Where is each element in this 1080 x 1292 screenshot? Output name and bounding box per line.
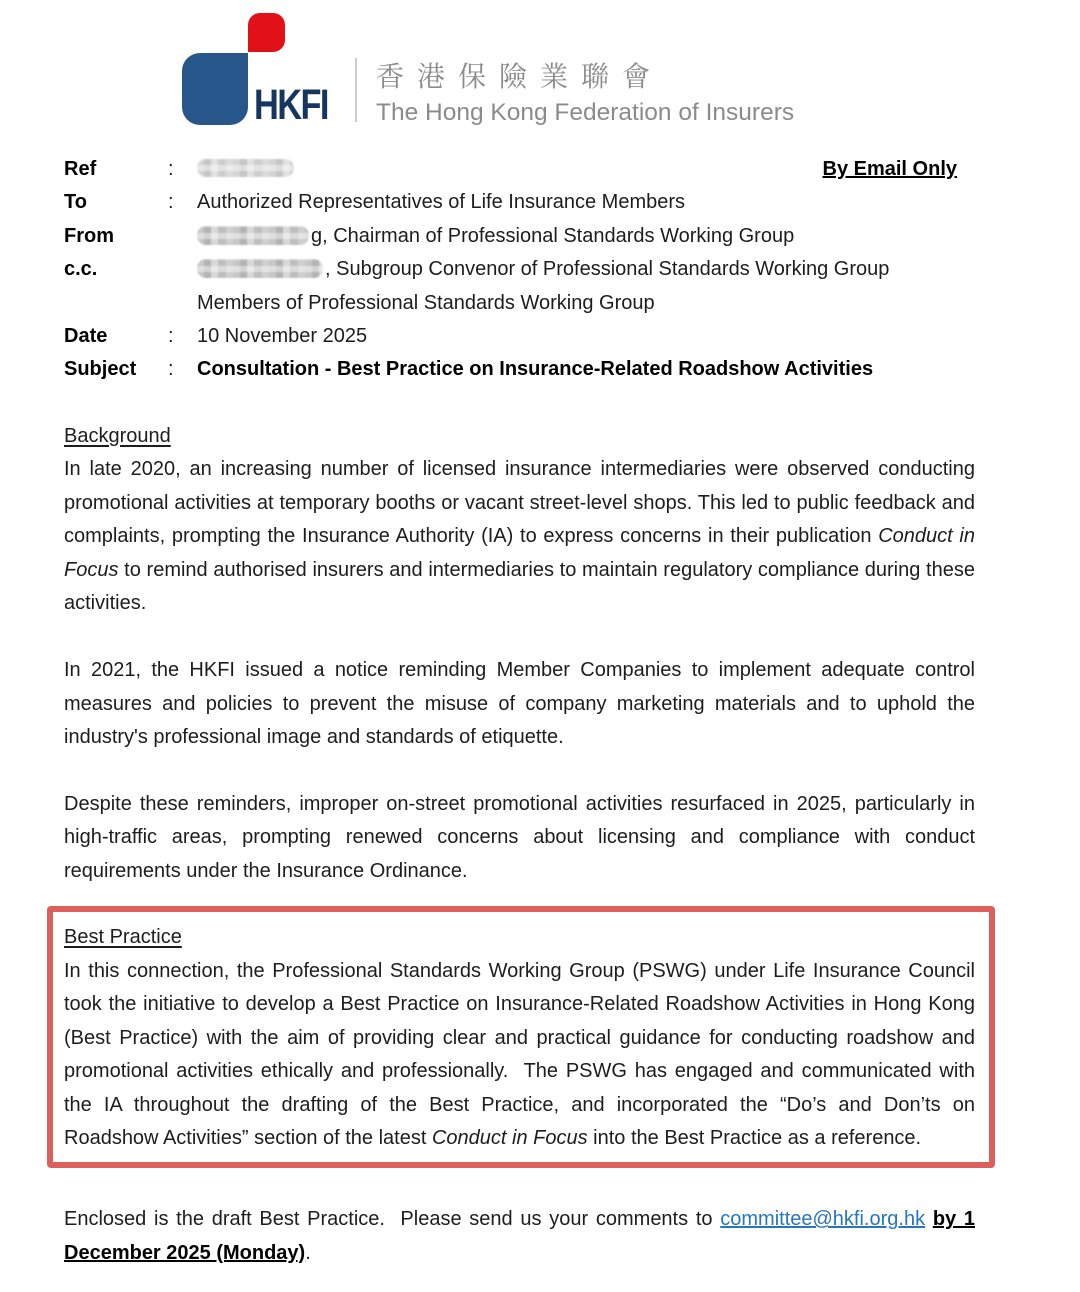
date-label: Date — [64, 325, 108, 348]
logo-red-square-icon — [248, 13, 285, 52]
date-value: 10 November 2025 — [197, 325, 368, 348]
redacted-ref-number — [197, 159, 294, 177]
logo-acronym: HKFI — [254, 81, 328, 129]
meta-row-to: To : Authorized Representatives of Life Insurance Members — [64, 186, 975, 219]
meta-row-from — [64, 220, 975, 253]
best-practice-highlight-box — [47, 906, 995, 1168]
subject-value: Consultation - Best Practice on Insurance-Related Roadshow Activities — [197, 358, 874, 381]
letter-meta — [64, 153, 975, 387]
to-value: Authorized Representatives of Life Insurance Members — [197, 191, 686, 214]
email-link[interactable]: committee@hkfi.org.hk — [720, 1208, 926, 1231]
by-email-only-label: By Email Only — [822, 158, 957, 180]
conduct-in-focus-italic: Conduct in Focus — [431, 1127, 588, 1150]
logo-names — [376, 62, 794, 127]
meta-row-subject: Subject : Consultation - Best Practice on Insurance-Related Roadshow Activities — [64, 353, 975, 386]
redacted-cc-name — [197, 259, 323, 278]
conduct-in-focus-italic: Conduct in Focus — [64, 525, 975, 581]
logo-divider — [355, 58, 357, 122]
best-practice-paragraph: In this connection, the Professional Standards Working Group (PSWG) under Life Insurance Council took the initiative to develop a Best Practice on Insurance-Related Roadshow Activities in Hong Kong (Best Practice) with the aim of providing clear and practical guidance for conducting roadshow and promotional activities ethically and professionally. The PSWG has engaged and communicated with the IA throughout the drafting of the Best Practice, and incorporated the “Do’s and Don’ts on Roadshow Activities” section of the latest Conduct in Focus into the Best Practice as a reference. — [64, 959, 975, 1150]
to-label: To — [64, 191, 87, 214]
meta-row-cc-2 — [64, 287, 975, 320]
ref-label: Ref — [64, 158, 97, 180]
cc-label: c.c. — [64, 258, 98, 281]
meta-row-date: Date : 10 November 2025 — [64, 320, 975, 353]
hkfi-logo — [178, 8, 898, 140]
hkfi-logo-mark — [178, 8, 358, 140]
background-paragraph-1: In late 2020, an increasing number of licensed insurance intermediaries were observed conducting promotional activities at temporary booths or vacant street-level shops. This led to public feedback and complaints, prompting the Insurance Authority (IA) to express concerns in their publication Conduct in Focus to remind authorised insurers and intermediaries to maintain regulatory compliance during these activities. — [64, 458, 975, 615]
meta-row-ref: Ref : — [64, 153, 975, 186]
logo-blue-square-icon — [182, 53, 248, 125]
redacted-from-name — [197, 226, 309, 245]
cc-value-line2: Members of Professional Standards Working Group — [197, 291, 655, 314]
closing-paragraph: Enclosed is the draft Best Practice. Please send us your comments to committee@hkfi.org.hk by 1 December 2025 (Monday). — [64, 1208, 975, 1264]
meta-row-cc — [64, 253, 975, 286]
background-paragraph-3: Despite these reminders, improper on-street promotional activities resurfaced in 2025, particularly in high-traffic areas, prompting renewed concerns about licensing and compliance with conduct requirements under the Insurance Ordinance. — [64, 792, 975, 882]
cc-value: , Subgroup Convenor of Professional Standards Working Group — [197, 253, 975, 286]
logo-english-name: The Hong Kong Federation of Insurers — [376, 99, 795, 126]
from-value: g, Chairman of Professional Standards Working Group — [197, 220, 975, 253]
background-heading: Background — [64, 425, 171, 447]
background-paragraph-2: In 2021, the HKFI issued a notice reminding Member Companies to implement adequate control measures and policies to prevent the misuse of company marketing materials and to uphold the industry's professional image and standards of etiquette. — [64, 659, 975, 749]
best-practice-heading: Best Practice — [64, 926, 182, 949]
subject-label: Subject — [64, 358, 137, 381]
deadline-text: by 1 December 2025 (Monday) — [64, 1208, 975, 1264]
letter-body — [64, 420, 975, 1270]
from-label: From — [64, 224, 114, 247]
logo-chinese-name: 香港保險業聯會 — [376, 61, 664, 92]
